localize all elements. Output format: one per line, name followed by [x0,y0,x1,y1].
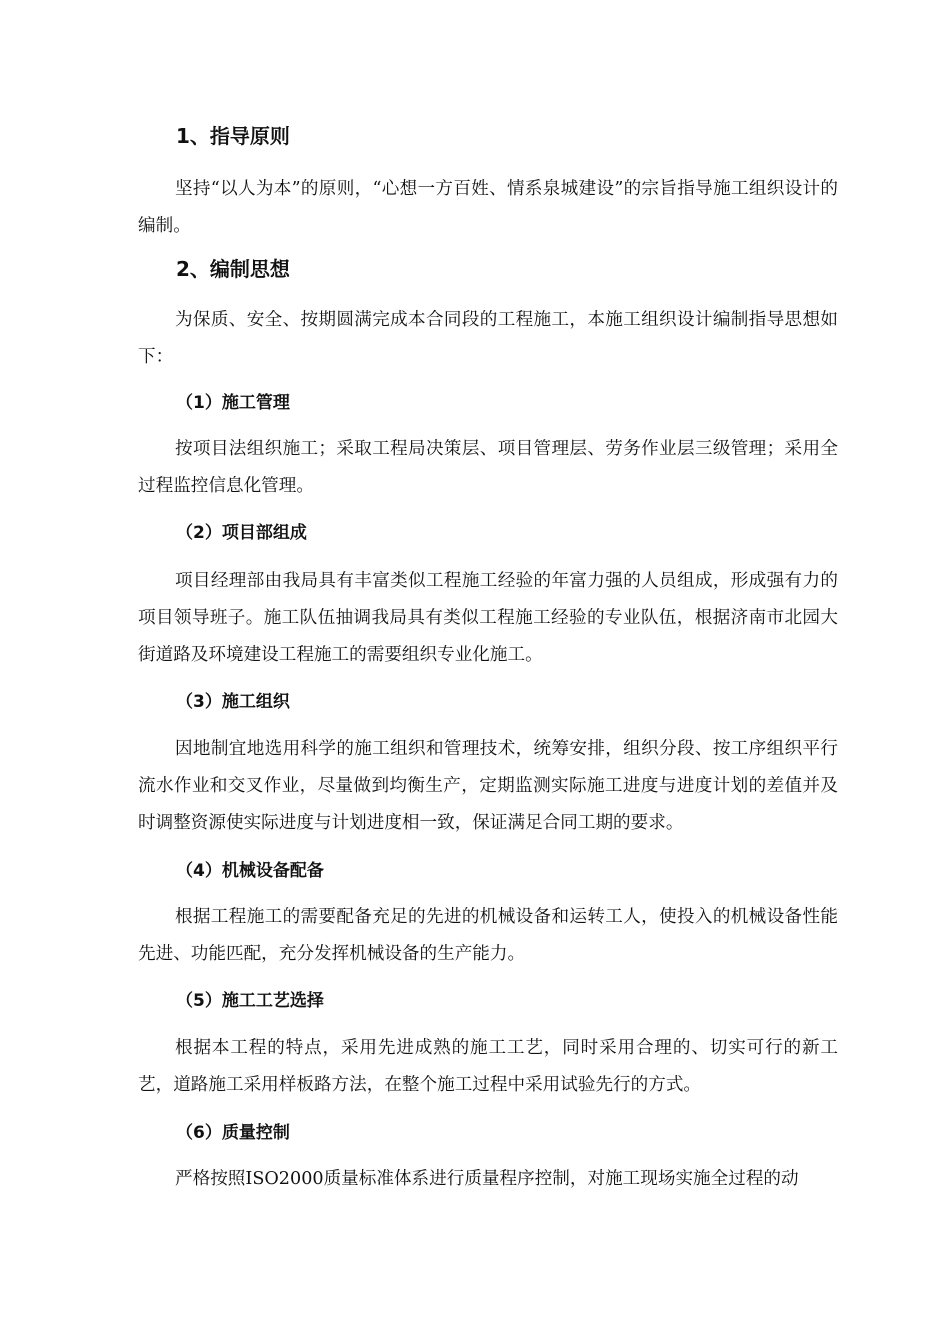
paragraph-quality-control: 严格按照ISO2000质量标准体系进行质量程序控制，对施工现场实施全过程的动 [175,1169,799,1189]
subsection-heading-construction-management: （1）施工管理 [176,393,290,413]
paragraph-construction-management: 按项目法组织施工；采取工程局决策层、项目管理层、劳务作业层三级管理；采用全过程监控信息化管理。 [138,439,838,496]
paragraph-construction-organization: 因地制宜地选用科学的施工组织和管理技术，统筹安排，组织分段、按工序组织平行流水作业和交叉作业，尽量做到均衡生产，定期监测实际施工进度与进度计划的差值并及时调整资源使实际进度与计划进度相一致，保证满足合同工期的要求。 [138,739,838,833]
paragraph-machinery-equipment: 根据工程施工的需要配备充足的先进的机械设备和运转工人，使投入的机械设备性能先进、功能匹配，充分发挥机械设备的生产能力。 [138,907,838,964]
section-heading-guiding-principles: 1、指导原则 [176,124,290,148]
subsection-heading-construction-organization: （3）施工组织 [176,692,290,712]
subsection-heading-process-selection: （5）施工工艺选择 [176,991,324,1011]
paragraph-project-department: 项目经理部由我局具有丰富类似工程施工经验的年富力强的人员组成，形成强有力的项目领导班子。施工队伍抽调我局具有类似工程施工经验的专业队伍，根据济南市北园大街道路及环境建设工程施工的需要组织专业化施工。 [138,571,838,665]
subsection-heading-quality-control: （6）质量控制 [176,1123,290,1143]
section-heading-compilation-ideas: 2、编制思想 [176,257,290,281]
paragraph-process-selection: 根据本工程的特点，采用先进成熟的施工工艺，同时采用合理的、切实可行的新工艺，道路施工采用样板路方法，在整个施工过程中采用试验先行的方式。 [138,1038,838,1095]
paragraph-guiding-principles: 坚持“以人为本”的原则，“心想一方百姓、情系泉城建设”的宗旨指导施工组织设计的编制。 [138,179,838,236]
paragraph-compilation-ideas: 为保质、安全、按期圆满完成本合同段的工程施工，本施工组织设计编制指导思想如下： [138,310,838,367]
subsection-heading-project-department: （2）项目部组成 [176,523,307,543]
subsection-heading-machinery-equipment: （4）机械设备配备 [176,861,324,881]
